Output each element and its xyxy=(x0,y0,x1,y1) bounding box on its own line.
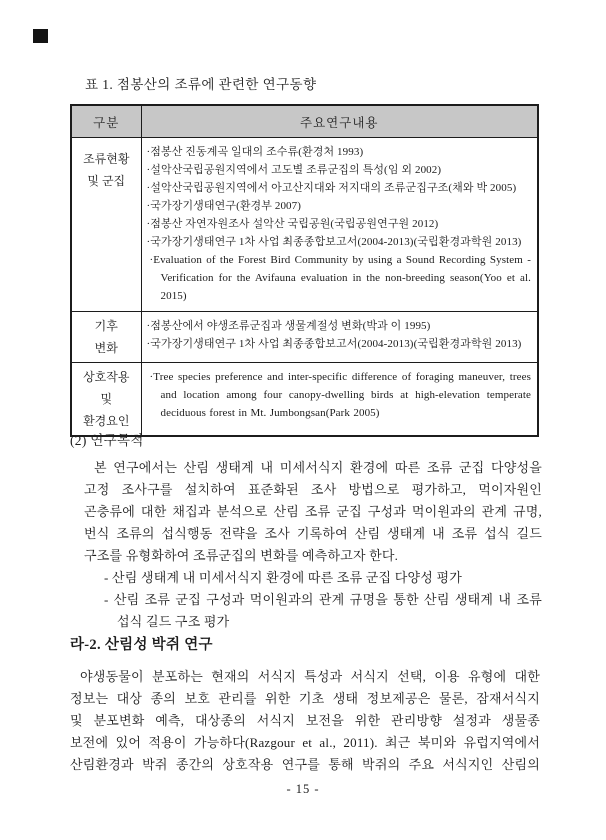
research-item: ·점봉산 자연자원조사 설악산 국립공원(국립공원연구원 2012) xyxy=(146,218,439,230)
category-line: 기후 xyxy=(94,319,118,333)
table-header-row xyxy=(71,105,538,138)
section-research-purpose xyxy=(0,429,606,633)
table-row xyxy=(71,363,538,437)
category-line: 조류현황 xyxy=(83,152,130,166)
row-items xyxy=(141,138,538,312)
research-item: ·설악산국립공원지역에서 고도별 조류군집의 특성(임 외 2002) xyxy=(146,164,442,176)
row-items xyxy=(141,312,538,363)
text-line: 보전에 있어 적용이 가능하다(Razgour et al., 2011). 최근 북미와 유럽지역에서 xyxy=(70,735,540,750)
research-item: ·점봉산 진동계곡 일대의 조수류(환경처 1993) xyxy=(146,146,364,158)
text-line: - 산림 조류 군집 구성과 먹이원과의 관계 규명을 통한 산림 생태계 내 조류 xyxy=(104,592,542,607)
table-row xyxy=(71,312,538,363)
row-category xyxy=(71,312,141,363)
row-items xyxy=(141,363,538,437)
research-item: ·Tree species preference and inter-specific difference of foraging maneuver, trees and location among four canopy-dwelling birds at high-elevation temperate deciduous forest in Mt. Jumbongsan(Park 2005) xyxy=(149,371,531,419)
text-line: 본 연구에서는 산림 생태계 내 미세서식지 환경에 따른 조류 군집 다양성을 xyxy=(94,460,542,475)
research-item: ·설악산국립공원지역에서 아고산지대와 저지대의 조류군집구조(채와 박 2005) xyxy=(146,182,517,194)
table-row xyxy=(71,138,538,312)
category-line: 및 군집 xyxy=(87,174,126,188)
row-category xyxy=(71,138,141,312)
text-line: 및 분포변화 예측, 대상종의 서식지 보전을 위한 관리방향 설정과 생물종 xyxy=(70,713,540,728)
text-line: 정보는 대상 종의 보호 관리를 위한 기초 생태 정보제공은 물론, 잠재서식지 xyxy=(70,691,540,706)
section-heading-purpose: (2) 연구목적 xyxy=(70,433,144,448)
bat-paragraph xyxy=(0,666,606,776)
section-forest-bat-research xyxy=(0,633,606,776)
category-line: 변화 xyxy=(94,341,118,355)
column-header-category: 구분 xyxy=(71,105,141,138)
research-item: ·Evaluation of the Forest Bird Community by using a Sound Recording System - Verification for the Avifauna evaluation in the non-breeding season(Yoo et al. 2015) xyxy=(149,254,531,302)
research-trends-table xyxy=(70,104,539,437)
text-line: 고정 조사구를 설치하여 표준화된 조사 방법으로 평가하고, 먹이자원인 xyxy=(84,482,542,497)
research-item: ·점봉산에서 야생조류군집과 생물계절성 변화(박과 이 1995) xyxy=(146,320,431,332)
research-item: ·국가장기생태연구 1차 사업 최종종합보고서(2004-2013)(국립환경과학원 2013) xyxy=(146,338,522,350)
research-item: ·국가장기생태연구(환경부 2007) xyxy=(146,200,302,212)
scan-artifact-icon xyxy=(33,29,48,43)
text-line: 구조를 유형화하여 조류군집의 변화를 예측하고자 한다. xyxy=(84,548,399,563)
purpose-paragraph xyxy=(0,457,606,633)
text-line: 섭식 길드 구조 평가 xyxy=(117,614,230,629)
text-line: 곤충류에 대한 채집과 분석으로 산림 조류 군집 구성과 먹이원과의 관계 규명, xyxy=(84,504,542,519)
research-item: ·국가장기생태연구 1차 사업 최종종합보고서(2004-2013)(국립환경과학원 2013) xyxy=(146,236,522,248)
category-line: 및 xyxy=(100,392,113,406)
column-header-content: 주요연구내용 xyxy=(141,105,538,138)
text-line: - 산림 생태계 내 미세서식지 환경에 따른 조류 군집 다양성 평가 xyxy=(104,570,462,585)
text-line: 산림환경과 박쥐 종간의 상호작용 연구를 통해 박쥐의 주요 서식지인 산림의 xyxy=(70,757,540,772)
category-line: 환경요인 xyxy=(83,414,130,428)
research-table-body xyxy=(71,138,538,437)
text-line: 야생동물이 분포하는 현재의 서식지 특성과 서식지 선택, 이용 유형에 대한 xyxy=(80,669,540,684)
page-number: - 15 - xyxy=(286,782,320,796)
category-line: 상호작용 xyxy=(83,370,130,384)
table-title: 표 1. 점봉산의 조류에 관련한 연구동향 xyxy=(85,77,317,92)
row-category xyxy=(71,363,141,437)
text-line: 번식 조류의 섭식행동 전략을 조사 기록하여 산림 생태계 내 조류 섭식 길드 xyxy=(84,526,542,541)
section-heading-bat: 라-2. 산림성 박쥐 연구 xyxy=(70,637,213,653)
